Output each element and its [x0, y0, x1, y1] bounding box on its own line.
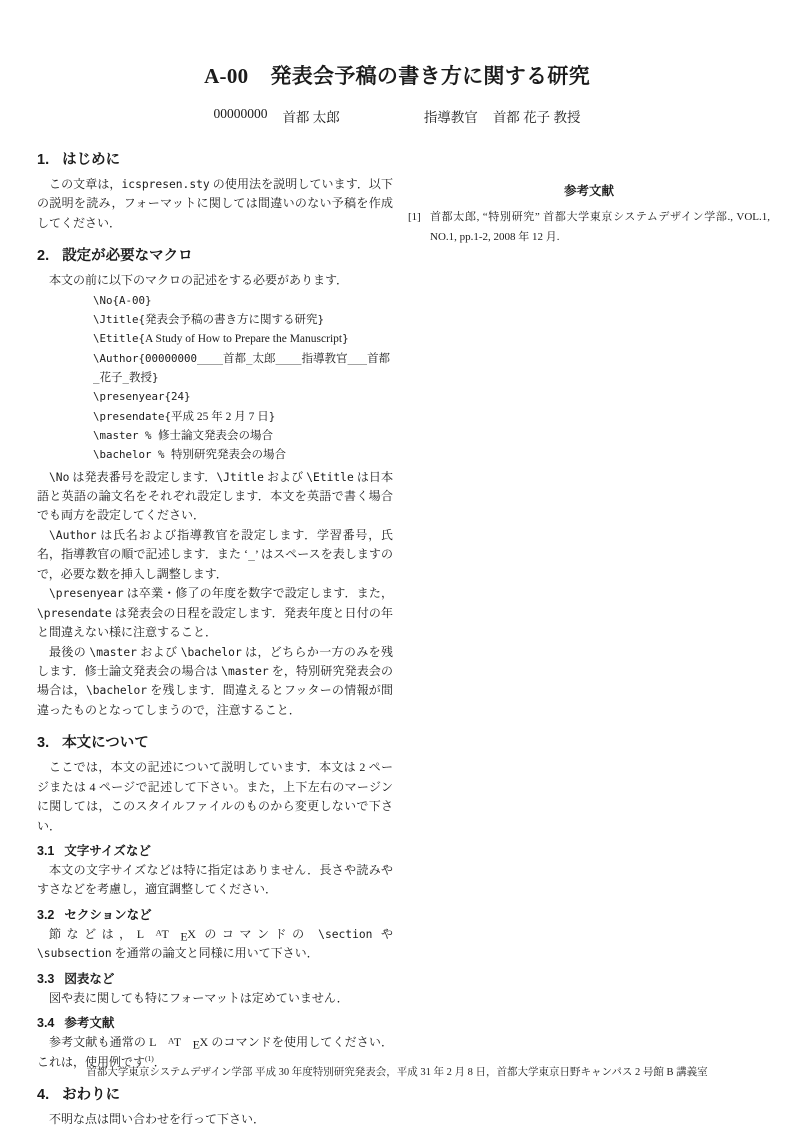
latex-logo: L AT EX: [136, 926, 196, 944]
inline-code: \bachelor: [180, 645, 242, 659]
references-heading: 参考文献: [563, 184, 614, 198]
inline-code: \section: [318, 927, 373, 941]
inline-code: \Etitle{: [93, 332, 146, 346]
section-2-paragraph-author: \Author は氏名および指導教官を設定します．学習番号，氏名，指導教官の順で記述します．また ‘_’ はスペースを表しますので，必要な数を挿入し調整します．: [37, 527, 393, 581]
section-4-number: 4.: [37, 1087, 50, 1104]
inline-code: ____: [275, 351, 302, 365]
section-1-paragraph: この文章は，icspresen.sty の使用法を説明しています．以下の説明を読み，フォーマットに関しては間違いのない予稿を作成してください．: [37, 177, 393, 230]
macro-code-block: [93, 292, 393, 466]
section-2-paragraph-no: \No は発表番号を設定します．\Jtitle および \Etitle は日本語と英語の論文名をそれぞれ設定します．本文を英語で書く場合でも両方を設定してください．: [37, 469, 393, 523]
inline-code: \presendate: [37, 606, 112, 620]
section-3-paragraph: ここでは，本文の記述について説明しています．本文は 2 ページまたは 4 ページで記述して下さい。また，上下左右のマージンに関しては，このスタイルファイルのものから変更しないで下さい．: [37, 760, 393, 833]
japanese-title: 発表会予稿の書き方に関する研究: [270, 64, 590, 88]
section-1-heading: [37, 148, 393, 169]
subsection-3-3-heading: [37, 969, 393, 987]
macro-code-line: [93, 292, 393, 311]
subsection-3-2-title: セクションなど: [64, 907, 152, 922]
inline-code: \Jtitle{: [93, 313, 146, 327]
inline-code: }: [152, 371, 159, 384]
subsection-3-3-title: 図表など: [64, 971, 115, 986]
inline-code: \No: [49, 470, 70, 484]
reference-item: [408, 208, 770, 248]
subsection-3-2-paragraph: 節などは，L AT EX のコマンドの \section や \subsection を通常の論文と同様に用いて下さい．: [37, 926, 393, 961]
advisor-label: 指導教官: [423, 110, 478, 125]
footer-note: 首都大学東京システムデザイン学部 平成 30 年度特別研究発表会，平成 31 年 2 月 8 日，首都大学東京日野キャンパス 2 号館 B 講義室: [86, 1067, 708, 1078]
inline-code: \master %: [93, 428, 159, 442]
inline-code: _: [93, 371, 100, 384]
macro-code-line: \presendate{平成 25 年 2 月 7 日}: [93, 409, 276, 423]
macro-code-line: \bachelor % 特別研究発表会の場合: [93, 448, 287, 462]
section-2-number: 2.: [37, 248, 50, 265]
section-4-title: おわりに: [62, 1087, 121, 1104]
inline-code: _: [248, 548, 255, 562]
student-name: 首都 太郎: [282, 110, 340, 125]
section-1-number: 1.: [37, 152, 50, 168]
subsection-3-4-paragraph: 参考文献も通常の L AT EX のコマンドを使用してください．これは，使用例です$^{(1)}$．: [37, 1035, 393, 1069]
inline-code: }: [317, 313, 325, 327]
section-2-title: 設定が必要なマクロ: [62, 248, 193, 265]
subsection-3-4-number: 3.4: [37, 1016, 55, 1031]
inline-code: \Jtitle: [216, 470, 264, 484]
section-3-title: 本文について: [62, 735, 149, 752]
reference-label: [1]: [408, 211, 421, 223]
authors-row: [0, 106, 794, 126]
section-1-title: はじめに: [62, 152, 121, 168]
section-4-paragraph: 不明な点は問い合わせを行って下さい．: [49, 1112, 266, 1127]
macro-code-line: \master % 修士論文発表会の場合: [93, 428, 274, 442]
inline-code: \presendate{: [93, 409, 172, 423]
inline-code: icspresen.sty: [121, 178, 210, 191]
section-2-paragraph-master: 最後の \master および \bachelor は，どちらか一方のみを残します．修士論文発表会の場合は \master を，特別研究発表会の場合は，\bachelor を残します．間違えるとフッターの情報が間違ったものとなってしまうので，注意すること．: [37, 644, 393, 717]
subsection-3-2-heading: [37, 905, 393, 923]
subsection-3-1-title: 文字サイズなど: [64, 844, 151, 858]
inline-code: _: [122, 371, 130, 384]
section-2-intro: 本文の前に以下のマクロの記述をする必要があります．: [49, 273, 349, 288]
right-column: [408, 181, 770, 248]
inline-code: ___: [347, 351, 368, 365]
presentation-number: A-00: [204, 64, 249, 88]
subsection-3-3-number: 3.3: [37, 971, 55, 986]
inline-code: \Author: [49, 528, 97, 542]
advisor-group: [424, 106, 581, 126]
macro-code-line: \Etitle{A Study of How to Prepare the Manuscript}: [93, 332, 349, 346]
subsection-3-4-heading: [37, 1013, 393, 1031]
inline-code: \subsection: [37, 947, 112, 961]
inline-code: \bachelor %: [93, 448, 172, 462]
inline-code: \No{A-00}: [93, 293, 152, 307]
inline-code: \presenyear: [49, 587, 124, 601]
subsection-3-1-heading: [37, 841, 393, 859]
inline-code: \presenyear{24}: [93, 390, 191, 404]
section-2-heading: [37, 244, 393, 265]
student-group: [213, 106, 339, 126]
inline-code: _: [246, 351, 253, 365]
macro-code-line: \Jtitle{発表会予稿の書き方に関する研究}: [93, 313, 325, 327]
subsection-3-3-paragraph: 図や表に関しても特にフォーマットは定めていません．: [49, 990, 349, 1005]
title-block: [0, 60, 794, 126]
inline-code: \bachelor: [85, 684, 148, 698]
section-2-paragraph-presenyear: \presenyear は卒業・修了の年度を数字で設定します．また，\presendate は発表会の日程を設定します．発表年度と日付の年と間違えない様に注意すること．: [37, 586, 393, 640]
macro-code-line: [93, 388, 393, 407]
section-3-heading: [37, 731, 393, 752]
citation-superscript: (1): [145, 1053, 154, 1063]
latex-logo: L AT EX: [149, 1035, 209, 1052]
inline-code: \master: [221, 664, 269, 678]
macro-code-line: \Author{00000000____首都_太郎____指導教官___首都_花子_教授}: [93, 351, 391, 384]
section-3-number: 3.: [37, 735, 50, 752]
page-title: [0, 60, 794, 90]
inline-code: \Author{00000000____: [93, 351, 224, 365]
inline-code: }: [268, 409, 276, 423]
section-4-heading: [37, 1083, 393, 1104]
subsection-3-1-number: 3.1: [37, 844, 55, 858]
advisor-name: 首都 花子 教授: [492, 110, 581, 125]
subsection-3-4-title: 参考文献: [64, 1016, 115, 1031]
subsection-3-2-number: 3.2: [37, 907, 55, 922]
inline-code: }: [342, 332, 349, 346]
student-id: 00000000: [213, 106, 268, 121]
subsection-3-1-paragraph: 本文の文字サイズなどは特に指定はありません．長さや読みやすさなどを考慮し，適宜調整してください．: [37, 863, 393, 897]
reference-text: 首都太郎, “特別研究” 首都大学東京システムデザイン学部., VOL.1, NO.1, pp.1-2, 2008 年 12 月.: [430, 211, 770, 243]
inline-code: \master: [89, 645, 137, 659]
inline-code: \Etitle: [306, 470, 354, 484]
left-column: [37, 148, 393, 1130]
